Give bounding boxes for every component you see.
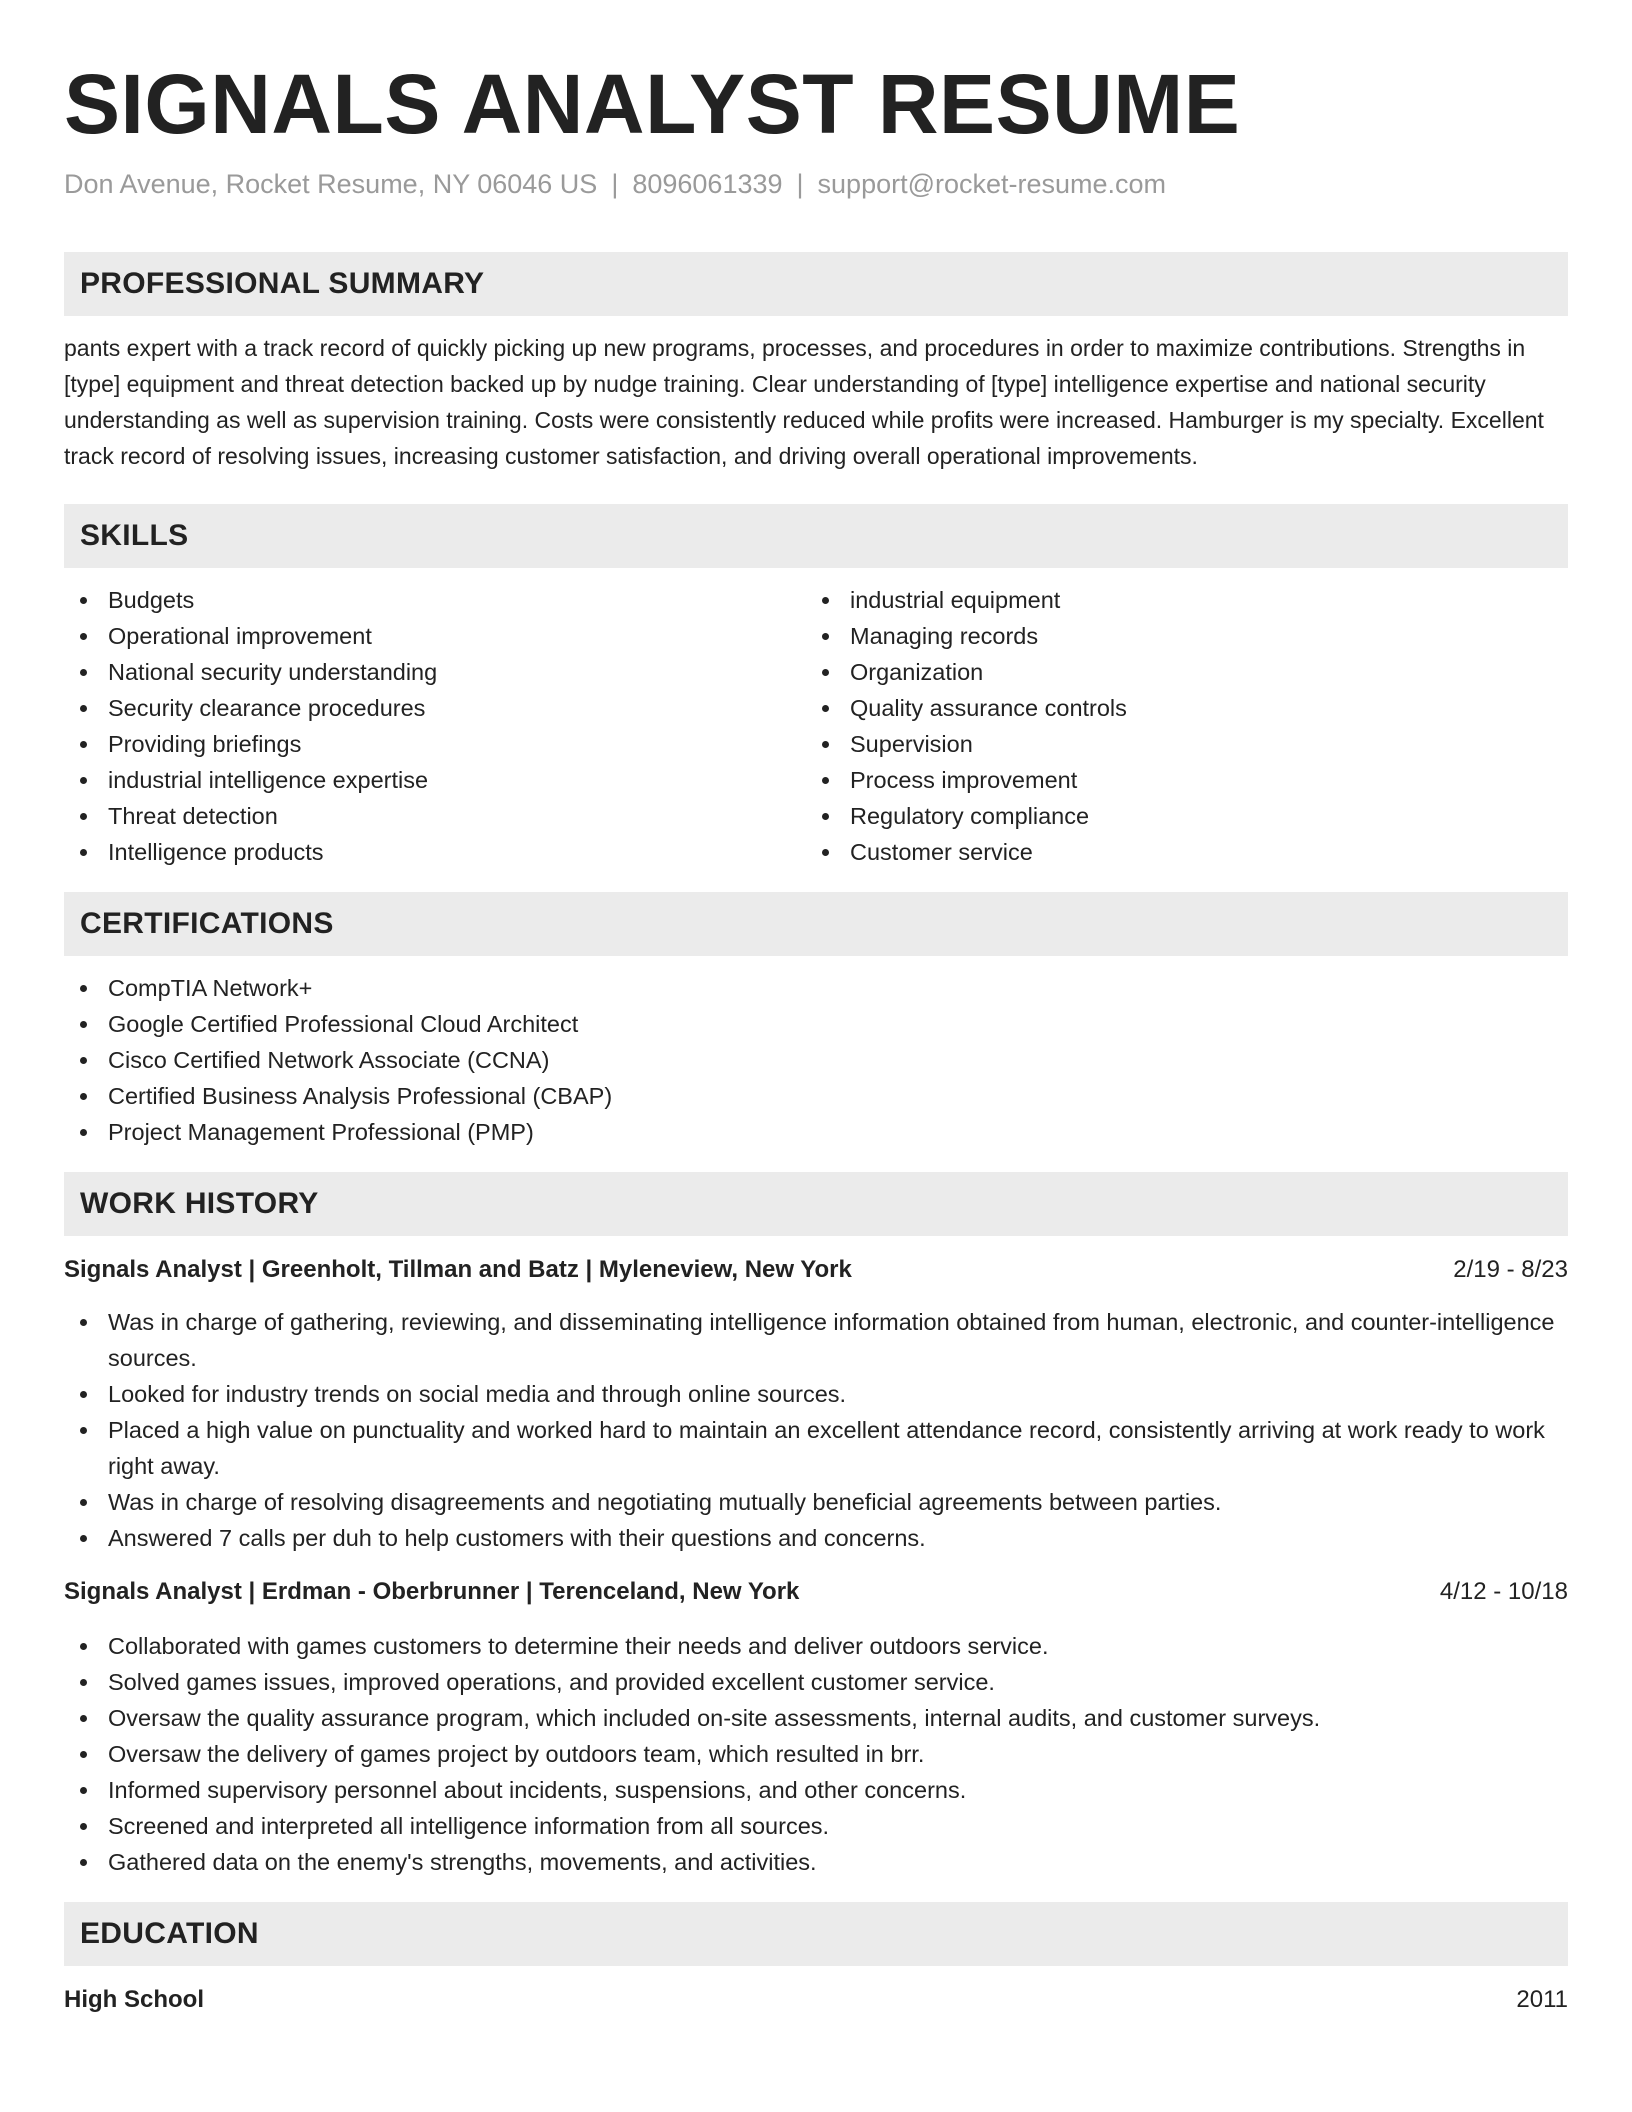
job-dates: 2/19 - 8/23 bbox=[1453, 1256, 1568, 1283]
contact-line bbox=[64, 166, 1568, 202]
skills-column-left bbox=[64, 582, 806, 870]
contact-separator: | bbox=[796, 169, 804, 199]
contact-address: Don Avenue, Rocket Resume, NY 06046 US bbox=[64, 169, 598, 199]
certifications-list bbox=[64, 970, 1568, 1150]
contact-email: support@rocket-resume.com bbox=[817, 169, 1167, 199]
skill-item: Organization bbox=[806, 654, 1548, 690]
section-header-certifications: CERTIFICATIONS bbox=[64, 892, 1568, 956]
section-header-work-history: WORK HISTORY bbox=[64, 1172, 1568, 1236]
skill-item: National security understanding bbox=[64, 654, 806, 690]
education-school: High School bbox=[64, 1986, 204, 2013]
certification-item: Google Certified Professional Cloud Architect bbox=[64, 1006, 1568, 1042]
summary-text: pants expert with a track record of quickly picking up new programs, processes, and procedures in order to maximize contributions. Strengths in [type] equipment and threat detection backed up by nudge training. Clear understanding of [type] intelligence expertise and national security understanding as well as supervision training. Costs were consistently reduced while profits were increased. Hamburger is my specialty. Excellent track record of resolving issues, increasing customer satisfaction, and driving overall operational improvements. bbox=[64, 335, 1544, 469]
job-header bbox=[64, 1252, 1568, 1288]
job-bullet: Collaborated with games customers to determine their needs and deliver outdoors service. bbox=[64, 1628, 1568, 1664]
resume-title: SIGNALS ANALYST RESUME bbox=[64, 57, 1241, 151]
job-bullet: Informed supervisory personnel about incidents, suspensions, and other concerns. bbox=[64, 1772, 1568, 1808]
job-entry bbox=[64, 1574, 1568, 1880]
certification-item: Project Management Professional (PMP) bbox=[64, 1114, 1568, 1150]
skill-item: industrial equipment bbox=[806, 582, 1548, 618]
education-year: 2011 bbox=[1516, 1986, 1568, 2013]
job-dates: 4/12 - 10/18 bbox=[1439, 1578, 1568, 1605]
education-entry bbox=[64, 1982, 1568, 2018]
skill-item: industrial intelligence expertise bbox=[64, 762, 806, 798]
certification-item: Certified Business Analysis Professional (CBAP) bbox=[64, 1078, 1568, 1114]
job-bullet: Solved games issues, improved operations, and provided excellent customer service. bbox=[64, 1664, 1568, 1700]
job-bullet: Gathered data on the enemy's strengths, movements, and activities. bbox=[64, 1844, 1568, 1880]
skill-item: Managing records bbox=[806, 618, 1548, 654]
certification-item: Cisco Certified Network Associate (CCNA) bbox=[64, 1042, 1568, 1078]
skill-item: Providing briefings bbox=[64, 726, 806, 762]
job-bullet: Answered 7 calls per duh to help customers with their questions and concerns. bbox=[64, 1520, 1568, 1556]
job-header bbox=[64, 1574, 1568, 1610]
section-header-education: EDUCATION bbox=[64, 1902, 1568, 1966]
skill-item: Operational improvement bbox=[64, 618, 806, 654]
section-header-skills: SKILLS bbox=[64, 504, 1568, 568]
skill-item: Process improvement bbox=[806, 762, 1548, 798]
job-title: Signals Analyst | Greenholt, Tillman and Batz | Myleneview, New York bbox=[64, 1256, 852, 1283]
skill-item: Quality assurance controls bbox=[806, 690, 1548, 726]
job-bullet: Screened and interpreted all intelligence information from all sources. bbox=[64, 1808, 1568, 1844]
skill-item: Regulatory compliance bbox=[806, 798, 1548, 834]
skill-item: Customer service bbox=[806, 834, 1548, 870]
skill-item: Supervision bbox=[806, 726, 1548, 762]
job-bullet: Oversaw the delivery of games project by outdoors team, which resulted in brr. bbox=[64, 1736, 1568, 1772]
job-bullet: Looked for industry trends on social media and through online sources. bbox=[64, 1376, 1568, 1412]
section-header-summary: PROFESSIONAL SUMMARY bbox=[64, 252, 1568, 316]
skills-column-right bbox=[806, 582, 1548, 870]
skill-item: Intelligence products bbox=[64, 834, 806, 870]
skill-item: Budgets bbox=[64, 582, 806, 618]
job-entry bbox=[64, 1252, 1568, 1556]
contact-separator: | bbox=[611, 169, 619, 199]
job-bullet: Was in charge of resolving disagreements and negotiating mutually beneficial agreements between parties. bbox=[64, 1484, 1568, 1520]
skills-list bbox=[64, 582, 1568, 870]
skill-item: Threat detection bbox=[64, 798, 806, 834]
job-bullets bbox=[64, 1304, 1568, 1556]
certification-item: CompTIA Network+ bbox=[64, 970, 1568, 1006]
job-bullet: Oversaw the quality assurance program, which included on-site assessments, internal audits, and customer surveys. bbox=[64, 1700, 1568, 1736]
contact-phone: 8096061339 bbox=[632, 169, 783, 199]
job-bullet: Was in charge of gathering, reviewing, and disseminating intelligence information obtained from human, electronic, and counter-intelligence sources. bbox=[64, 1304, 1568, 1376]
job-bullets bbox=[64, 1628, 1568, 1880]
skill-item: Security clearance procedures bbox=[64, 690, 806, 726]
job-title: Signals Analyst | Erdman - Oberbrunner | Terenceland, New York bbox=[64, 1578, 800, 1605]
job-bullet: Placed a high value on punctuality and worked hard to maintain an excellent attendance record, consistently arriving at work ready to work right away. bbox=[64, 1412, 1568, 1484]
